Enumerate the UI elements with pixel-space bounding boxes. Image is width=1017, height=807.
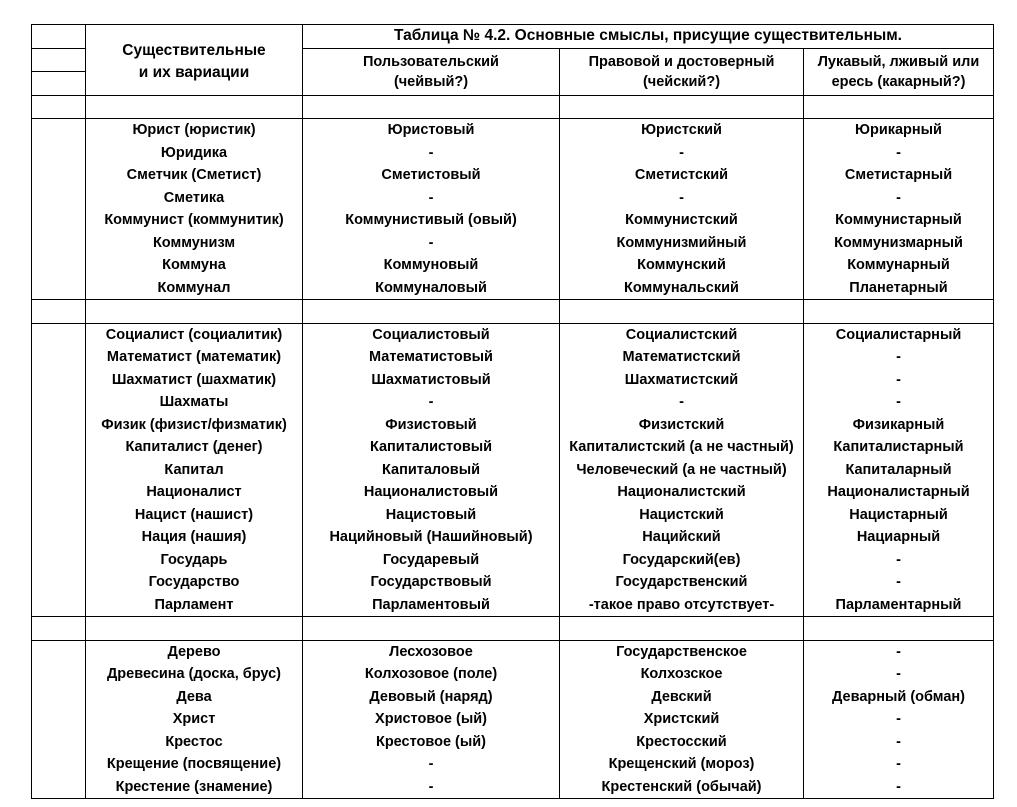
false-form-cell: - (804, 663, 994, 686)
false-form-cell: - (804, 549, 994, 572)
col-header-2-line1: Правовой и достоверный (588, 53, 775, 70)
noun-cell: Коммунизм (86, 232, 303, 255)
margin-cell (32, 731, 86, 754)
table-row (32, 95, 994, 119)
legal-form-cell: Физистский (560, 414, 804, 437)
noun-cell: Физик (физист/физматик) (86, 414, 303, 437)
left-header-cell (86, 25, 303, 96)
user-form-cell: Капиталовый (303, 459, 560, 482)
user-form-cell (303, 300, 560, 324)
false-form-cell: Капиталистарный (804, 436, 994, 459)
legal-form-cell: Христский (560, 708, 804, 731)
noun-cell: Юридика (86, 142, 303, 165)
margin-cell (32, 663, 86, 686)
false-form-cell: Юрикарный (804, 119, 994, 142)
table-row (32, 549, 994, 572)
noun-cell: Шахматист (шахматик) (86, 369, 303, 392)
margin-cell (32, 209, 86, 232)
legal-form-cell: Сметистский (560, 164, 804, 187)
user-form-cell: Социалистовый (303, 323, 560, 346)
noun-cell (86, 300, 303, 324)
false-form-cell: Сметистарный (804, 164, 994, 187)
table-row (32, 708, 994, 731)
margin-cell (32, 232, 86, 255)
table-row (32, 640, 994, 663)
user-form-cell: - (303, 776, 560, 799)
legal-form-cell: -такое право отсутствует- (560, 594, 804, 617)
margin-cell (32, 300, 86, 324)
noun-cell: Крещение (посвящение) (86, 753, 303, 776)
false-form-cell: Нациарный (804, 526, 994, 549)
legal-form-cell: Шахматистский (560, 369, 804, 392)
table-row (32, 300, 994, 324)
user-form-cell: Коммуналовый (303, 277, 560, 300)
noun-cell (86, 95, 303, 119)
col-header-2 (560, 48, 804, 95)
false-form-cell: - (804, 731, 994, 754)
false-form-cell: Коммунарный (804, 254, 994, 277)
user-form-cell: Лесхозовое (303, 640, 560, 663)
legal-form-cell (560, 617, 804, 641)
margin-cell (32, 277, 86, 300)
false-form-cell (804, 95, 994, 119)
table-row (32, 414, 994, 437)
legal-form-cell: Государственский (560, 571, 804, 594)
col-header-3 (804, 48, 994, 95)
legal-form-cell: Коммунальский (560, 277, 804, 300)
false-form-cell: - (804, 753, 994, 776)
left-header-line2: и их вариации (138, 63, 250, 81)
noun-cell: Математист (математик) (86, 346, 303, 369)
false-form-cell: Нацистарный (804, 504, 994, 527)
table-container (31, 24, 993, 796)
legal-form-cell: Крещенский (мороз) (560, 753, 804, 776)
table-row (32, 686, 994, 709)
table-row (32, 346, 994, 369)
table-title: Таблица № 4.2. Основные смыслы, присущие существительным. (303, 25, 994, 49)
margin-cell (32, 391, 86, 414)
user-form-cell: Националистовый (303, 481, 560, 504)
margin-cell (32, 346, 86, 369)
legal-form-cell: Коммунистский (560, 209, 804, 232)
margin-cell (32, 571, 86, 594)
margin-cell (32, 25, 86, 49)
noun-cell: Парламент (86, 594, 303, 617)
legal-form-cell: Националистский (560, 481, 804, 504)
header-row-title (32, 25, 994, 49)
margin-cell (32, 414, 86, 437)
table-row (32, 504, 994, 527)
noun-cell: Дерево (86, 640, 303, 663)
legal-form-cell (560, 300, 804, 324)
table-row (32, 526, 994, 549)
margin-cell (32, 481, 86, 504)
margin-cell (32, 640, 86, 663)
noun-cell: Крестос (86, 731, 303, 754)
user-form-cell: Христовое (ый) (303, 708, 560, 731)
noun-cell: Капитал (86, 459, 303, 482)
user-form-cell (303, 617, 560, 641)
false-form-cell (804, 617, 994, 641)
user-form-cell: Крестовое (ый) (303, 731, 560, 754)
table-row (32, 594, 994, 617)
user-form-cell: - (303, 391, 560, 414)
false-form-cell: - (804, 571, 994, 594)
table-row (32, 369, 994, 392)
table-row (32, 391, 994, 414)
margin-cell (32, 95, 86, 119)
noun-cell (86, 617, 303, 641)
table-row (32, 119, 994, 142)
user-form-cell: Нацистовый (303, 504, 560, 527)
nouns-table (31, 24, 994, 799)
user-form-cell: Нацийновый (Нашийновый) (303, 526, 560, 549)
noun-cell: Крестение (знамение) (86, 776, 303, 799)
margin-cell (32, 504, 86, 527)
noun-cell: Националист (86, 481, 303, 504)
margin-cell (32, 776, 86, 799)
margin-cell (32, 549, 86, 572)
left-header-line1: Существительные (122, 41, 266, 59)
noun-cell: Коммунист (коммунитик) (86, 209, 303, 232)
false-form-cell: - (804, 640, 994, 663)
table-row (32, 753, 994, 776)
table-row (32, 663, 994, 686)
col-header-1-line1: Пользовательский (363, 53, 499, 70)
noun-cell: Капиталист (денег) (86, 436, 303, 459)
table-row (32, 731, 994, 754)
noun-cell: Коммуна (86, 254, 303, 277)
user-form-cell: Коммунистивый (овый) (303, 209, 560, 232)
margin-cell (32, 72, 86, 96)
false-form-cell: Коммунистарный (804, 209, 994, 232)
table-row (32, 617, 994, 641)
false-form-cell: Парламентарный (804, 594, 994, 617)
margin-cell (32, 369, 86, 392)
margin-cell (32, 142, 86, 165)
false-form-cell: Физикарный (804, 414, 994, 437)
user-form-cell: Парламентовый (303, 594, 560, 617)
table-row (32, 459, 994, 482)
table-row (32, 436, 994, 459)
false-form-cell (804, 300, 994, 324)
false-form-cell: - (804, 187, 994, 210)
noun-cell: Дева (86, 686, 303, 709)
user-form-cell: - (303, 232, 560, 255)
table-row (32, 277, 994, 300)
margin-cell (32, 594, 86, 617)
legal-form-cell: - (560, 142, 804, 165)
false-form-cell: Деварный (обман) (804, 686, 994, 709)
col-header-3-line1: Лукавый, лживый или (817, 53, 980, 70)
legal-form-cell: Государственское (560, 640, 804, 663)
noun-cell: Сметика (86, 187, 303, 210)
user-form-cell: Математистовый (303, 346, 560, 369)
false-form-cell: - (804, 142, 994, 165)
user-form-cell: Физистовый (303, 414, 560, 437)
margin-cell (32, 187, 86, 210)
table-row (32, 323, 994, 346)
col-header-1 (303, 48, 560, 95)
legal-form-cell: - (560, 391, 804, 414)
legal-form-cell: Юристский (560, 119, 804, 142)
col-header-3-line2: ересь (какарный?) (831, 73, 966, 90)
false-form-cell: - (804, 369, 994, 392)
table-row (32, 209, 994, 232)
table-row (32, 187, 994, 210)
user-form-cell: - (303, 187, 560, 210)
noun-cell: Юрист (юристик) (86, 119, 303, 142)
legal-form-cell: Государский(ев) (560, 549, 804, 572)
false-form-cell: Социалистарный (804, 323, 994, 346)
noun-cell: Государь (86, 549, 303, 572)
margin-cell (32, 617, 86, 641)
legal-form-cell: Человеческий (а не частный) (560, 459, 804, 482)
noun-cell: Социалист (социалитик) (86, 323, 303, 346)
margin-cell (32, 686, 86, 709)
false-form-cell: Националистарный (804, 481, 994, 504)
noun-cell: Древесина (доска, брус) (86, 663, 303, 686)
false-form-cell: - (804, 776, 994, 799)
table-row (32, 142, 994, 165)
margin-cell (32, 254, 86, 277)
margin-cell (32, 119, 86, 142)
table-row (32, 776, 994, 799)
false-form-cell: - (804, 708, 994, 731)
false-form-cell: Капиталарный (804, 459, 994, 482)
noun-cell: Сметчик (Сметист) (86, 164, 303, 187)
margin-cell (32, 753, 86, 776)
legal-form-cell: Колхозское (560, 663, 804, 686)
legal-form-cell: Капиталистский (а не частный) (560, 436, 804, 459)
table-row (32, 254, 994, 277)
noun-cell: Христ (86, 708, 303, 731)
margin-cell (32, 708, 86, 731)
legal-form-cell: Девский (560, 686, 804, 709)
table-row (32, 481, 994, 504)
noun-cell: Нация (нашия) (86, 526, 303, 549)
legal-form-cell: Нацистский (560, 504, 804, 527)
legal-form-cell: Социалистский (560, 323, 804, 346)
margin-cell (32, 526, 86, 549)
legal-form-cell: Крестосский (560, 731, 804, 754)
user-form-cell: Капиталистовый (303, 436, 560, 459)
col-header-2-line2: (чейский?) (642, 73, 721, 90)
user-form-cell: Коммуновый (303, 254, 560, 277)
user-form-cell: Сметистовый (303, 164, 560, 187)
user-form-cell: Колхозовое (поле) (303, 663, 560, 686)
legal-form-cell: Математистский (560, 346, 804, 369)
noun-cell: Коммунал (86, 277, 303, 300)
margin-cell (32, 48, 86, 72)
user-form-cell: - (303, 142, 560, 165)
legal-form-cell: Нацийский (560, 526, 804, 549)
noun-cell: Государство (86, 571, 303, 594)
false-form-cell: Планетарный (804, 277, 994, 300)
table-row (32, 571, 994, 594)
user-form-cell: Девовый (наряд) (303, 686, 560, 709)
false-form-cell: - (804, 391, 994, 414)
margin-cell (32, 436, 86, 459)
user-form-cell: - (303, 753, 560, 776)
user-form-cell: Юристовый (303, 119, 560, 142)
noun-cell: Шахматы (86, 391, 303, 414)
user-form-cell (303, 95, 560, 119)
margin-cell (32, 164, 86, 187)
legal-form-cell: Крестенский (обычай) (560, 776, 804, 799)
false-form-cell: - (804, 346, 994, 369)
table-row (32, 232, 994, 255)
false-form-cell: Коммунизмарный (804, 232, 994, 255)
noun-cell: Нацист (нашист) (86, 504, 303, 527)
col-header-1-line2: (чейвый?) (393, 73, 469, 90)
legal-form-cell: - (560, 187, 804, 210)
user-form-cell: Государствовый (303, 571, 560, 594)
legal-form-cell: Коммунский (560, 254, 804, 277)
user-form-cell: Шахматистовый (303, 369, 560, 392)
legal-form-cell: Коммунизмийный (560, 232, 804, 255)
margin-cell (32, 323, 86, 346)
legal-form-cell (560, 95, 804, 119)
table-row (32, 164, 994, 187)
user-form-cell: Государевый (303, 549, 560, 572)
margin-cell (32, 459, 86, 482)
